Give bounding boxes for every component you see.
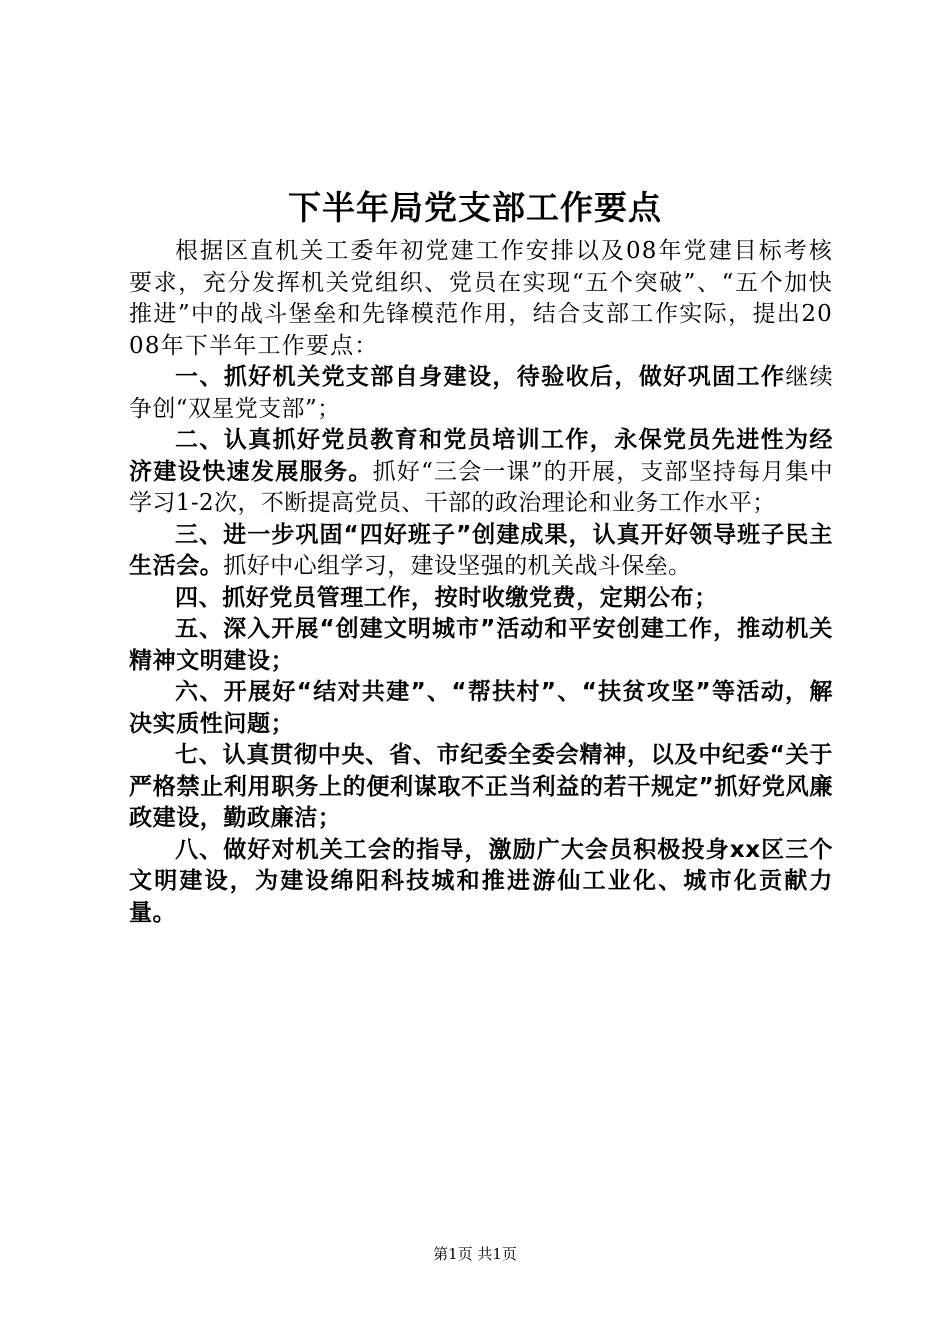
- work-point-lead: 七、认真贯彻中央、省、市纪委全委会精神，以及中纪委“关于严格禁止利用职务上的便利谋取不正当利益的若干规定”抓好党风廉政建设，勤政廉洁；: [129, 742, 833, 831]
- work-point-lead: 一、抓好机关党支部自身建设，待验收后，做好巩固工作: [175, 364, 786, 390]
- work-point-3: [129, 520, 833, 583]
- work-point-lead: 三、进一步巩固“四好班子”创建成果，认真开好领导班子民主生活会。: [129, 521, 833, 579]
- page-number-footer: 第1页 共1页: [433, 1245, 517, 1263]
- work-point-8: [129, 835, 833, 930]
- work-point-7: [129, 740, 833, 835]
- document-body: [129, 236, 833, 929]
- work-point-detail: 抓好中心组学习，建设坚强的机关战斗保垒。: [223, 553, 692, 579]
- work-point-lead: 二、认真抓好党员教育和党员培训工作，永保党员先进性为经济建设快速发展服务。: [129, 427, 833, 485]
- work-point-4: [129, 583, 833, 615]
- work-point-lead: 四、抓好党员管理工作，按时收缴党费，定期公布；: [175, 584, 718, 611]
- work-point-lead: 八、做好对机关工会的指导，激励广大会员积极投身xx区三个文明建设，为建设绵阳科技城和推进游仙工业化、城市化贡献力量。: [129, 836, 833, 926]
- work-point-6: [129, 677, 833, 740]
- work-point-1: [129, 362, 833, 425]
- work-point-lead: 五、深入开展“创建文明城市”活动和平安创建工作，推动机关精神文明建设；: [129, 616, 833, 674]
- work-point-5: [129, 614, 833, 677]
- work-point-detail: 抓好“三会一课”的开展，支部坚持每月集中学习1-2次，不断提高党员、干部的政治理论和业务工作水平；: [129, 458, 833, 516]
- work-point-2: [129, 425, 833, 520]
- intro-paragraph: 根据区直机关工委年初党建工作安排以及08年党建目标考核要求，充分发挥机关党组织、党员在实现“五个突破”、“五个加快推进”中的战斗堡垒和先锋模范作用，结合支部工作实际，提出2008年下半年工作要点：: [129, 238, 833, 359]
- work-point-lead: 六、开展好“结对共建”、“帮扶村”、“扶贫攻坚”等活动，解决实质性问题；: [129, 679, 833, 737]
- work-point-detail: 继续争创“双星党支部”；: [129, 364, 833, 422]
- page-title: 下半年局党支部工作要点: [288, 188, 662, 227]
